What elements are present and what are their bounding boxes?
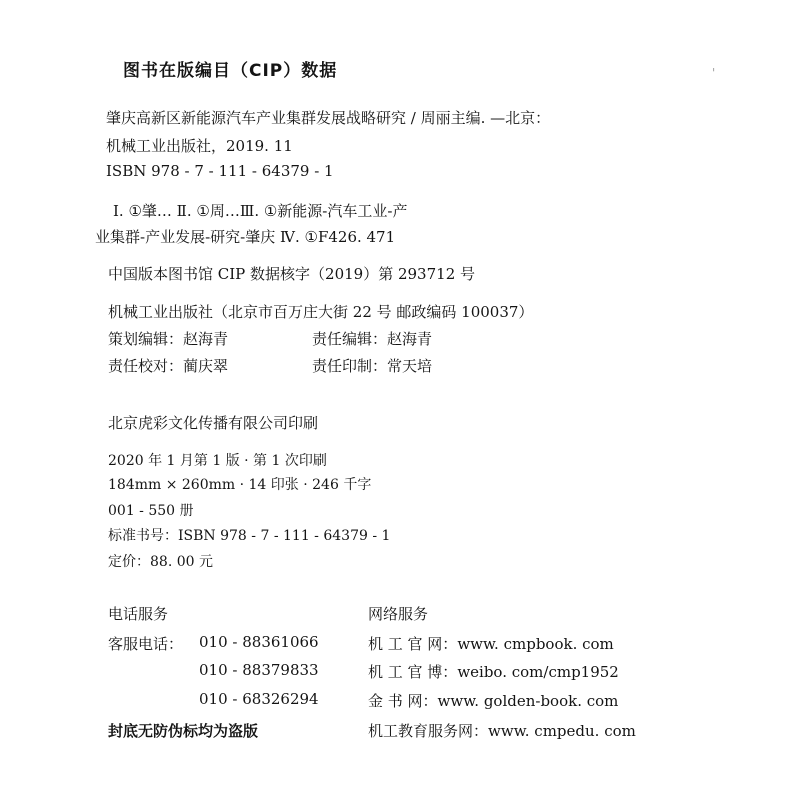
cip-classification-line-1: Ⅰ. ①肇… Ⅱ. ①周…Ⅲ. ①新能源-汽车工业-产 [113,202,408,220]
corner-mark: ' [712,66,716,80]
responsible-editor-label: 责任编辑： [312,330,388,348]
proofreader-name: 蔺庆翠 [183,357,229,375]
printing-supervisor-label: 责任印制： [312,357,388,375]
web-service-row-education [368,720,636,741]
cip-check-number: 中国版本图书馆 CIP 数据核字（2019）第 293712 号 [108,265,476,283]
price-row [108,551,213,571]
web-service-title: 网络服务 [368,605,429,623]
web-service-row-official-site [368,633,614,654]
edition-date: 2020 年 1 月第 1 版 · 第 1 次印刷 [108,453,327,469]
web-url-official-site[interactable]: www. cmpbook. com [457,635,614,653]
cip-publisher-line: 机械工业出版社，2019. 11 [106,137,293,155]
web-url-golden-book[interactable]: www. golden-book. com [437,692,619,710]
price-label: 定价： [108,554,150,570]
web-label-official-weibo: 机 工 官 博： [368,663,458,681]
printer-line: 北京虎彩文化传播有限公司印刷 [108,414,319,432]
web-label-official-site: 机 工 官 网： [368,635,458,653]
isbn-label: 标准书号： [108,528,178,544]
printing-supervisor-row [312,355,432,376]
web-label-golden-book: 金 书 网： [368,692,438,710]
anti-piracy-notice: 封底无防伪标均为盗版 [108,722,259,740]
planning-editor-label: 策划编辑： [108,330,184,348]
isbn-value: ISBN 978 - 7 - 111 - 64379 - 1 [178,528,391,544]
phone-service-title: 电话服务 [108,605,169,623]
cip-classification-line-2: 业集群-产业发展-研究-肇庆 Ⅳ. ①F426. 471 [95,228,396,246]
phone-label: 客服电话： [108,635,184,653]
cip-isbn-line: ISBN 978 - 7 - 111 - 64379 - 1 [106,162,334,180]
planning-editor-name: 赵海青 [183,330,229,348]
cip-heading: 图书在版编目（CIP）数据 [123,61,338,81]
price-value: 88. 00 元 [150,554,213,570]
cip-title-line: 肇庆高新区新能源汽车产业集群发展战略研究 / 周丽主编. —北京： [106,109,551,127]
proofreader-label: 责任校对： [108,357,184,375]
phone-number-2: 010 - 88379833 [199,661,319,679]
phone-number-3: 010 - 68326294 [199,690,319,708]
web-url-official-weibo[interactable]: weibo. com/cmp1952 [457,663,619,681]
planning-editor-row [108,328,228,349]
proofreader-row [108,355,228,376]
publisher-address: 机械工业出版社（北京市百万庄大街 22 号 邮政编码 100037） [108,303,534,321]
responsible-editor-name: 赵海青 [387,330,433,348]
web-url-education[interactable]: www. cmpedu. com [488,722,636,740]
edition-format: 184mm × 260mm · 14 印张 · 246 千字 [108,477,372,493]
web-label-education: 机工教育服务网： [368,722,489,740]
edition-copies: 001 - 550 册 [108,503,194,519]
standard-book-number-row [108,525,390,545]
web-service-row-official-weibo [368,661,619,682]
web-service-row-golden-book [368,690,618,711]
phone-number-1: 010 - 88361066 [199,633,319,651]
printing-supervisor-name: 常天培 [387,357,433,375]
responsible-editor-row [312,328,432,349]
